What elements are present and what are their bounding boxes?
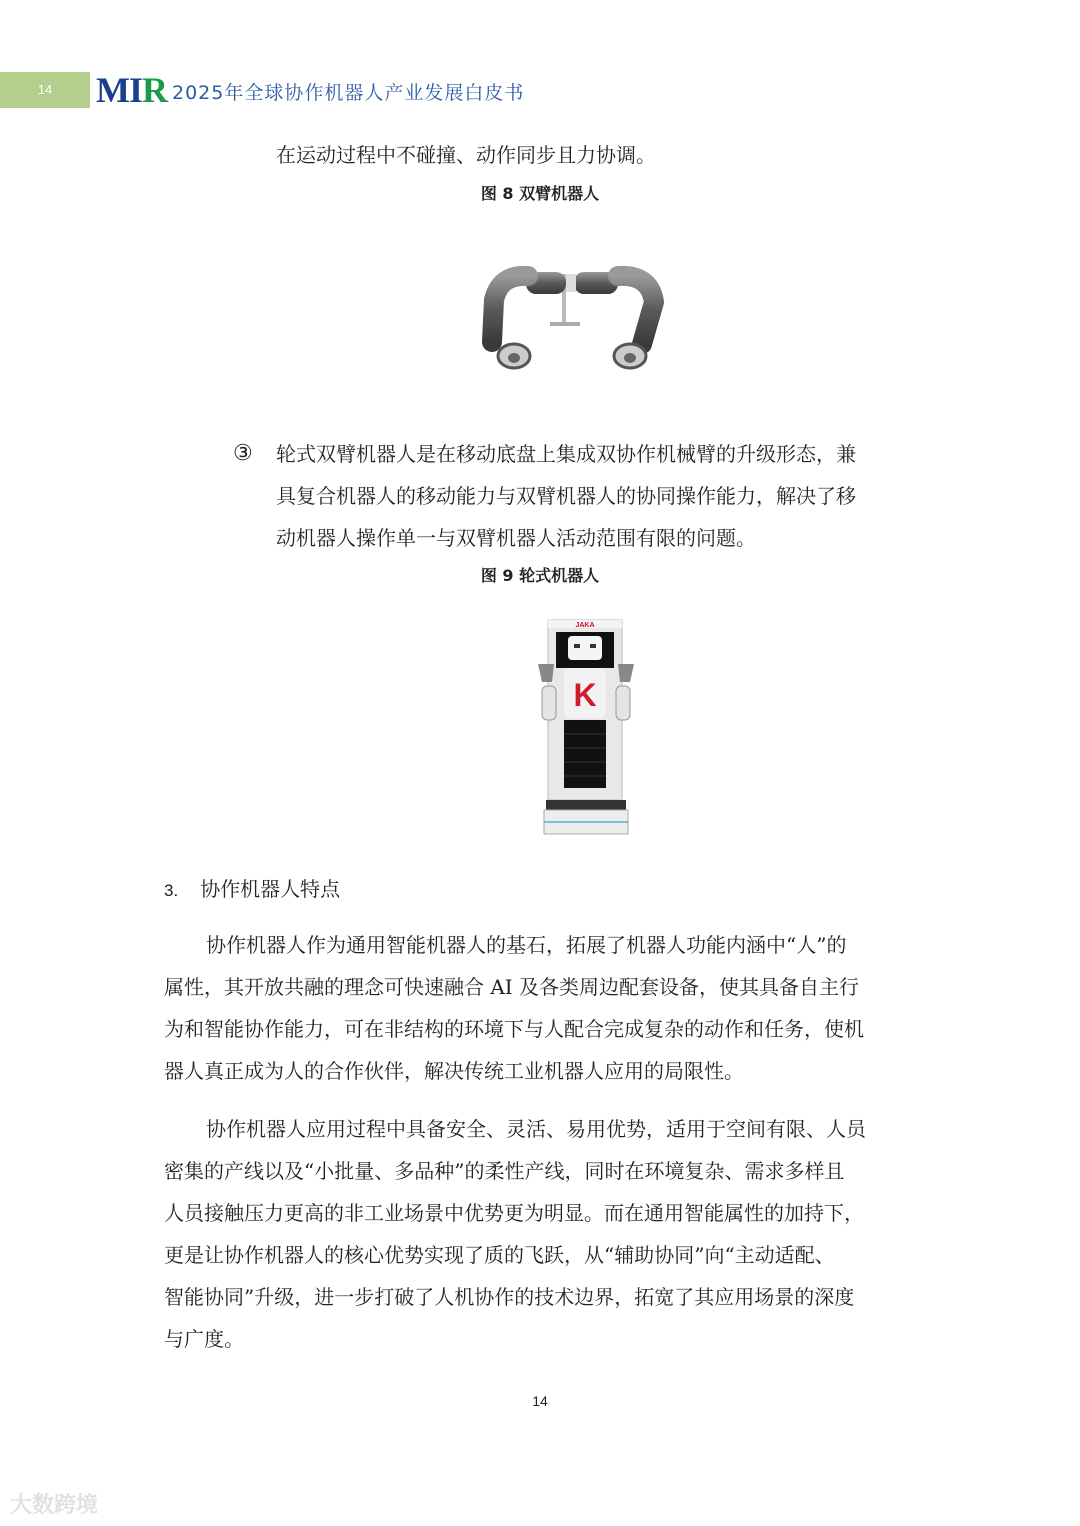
para1-line-1: 协作机器人作为通用智能机器人的基石，拓展了机器人功能内涵中“人”的 <box>206 933 847 957</box>
footer-page-number: 14 <box>532 1393 548 1409</box>
section-number: 3. <box>164 881 179 900</box>
para1-line-3: 为和智能协作能力，可在非结构的环境下与人配合完成复杂的动作和任务，使机 <box>164 1017 864 1041</box>
para1-line-2: 属性，其开放共融的理念可快速融合 AI 及各类周边配套设备，使其具备自主行 <box>164 975 860 999</box>
section-title: 协作机器人特点 <box>200 877 341 901</box>
para1-line-4: 器人真正成为人的合作伙伴，解决传统工业机器人应用的局限性。 <box>164 1059 744 1083</box>
para2-line-2: 密集的产线以及“小批量、多品种”的柔性产线，同时在环境复杂、需求多样且 <box>164 1159 845 1183</box>
body-line-top: 在运动过程中不碰撞、动作同步且力协调。 <box>276 143 656 167</box>
robot-logo-mark: K <box>573 677 597 713</box>
dual-arm-robot-figure <box>480 260 670 380</box>
item3-line-2: 具复合机器人的移动能力与双臂机器人的协同操作能力，解决了移 <box>276 484 856 508</box>
header-page-number: 14 <box>37 82 53 97</box>
para2-line-3: 人员接触压力更高的非工业场景中优势更为明显。而在通用智能属性的加持下， <box>164 1201 864 1225</box>
wheeled-robot-figure <box>528 616 644 840</box>
watermark: 大数跨境 <box>10 1493 99 1518</box>
robot-brand-label: JAKA <box>575 622 595 629</box>
item3-line-3: 动机器人操作单一与双臂机器人活动范围有限的问题。 <box>276 526 756 550</box>
para2-line-5: 智能协同”升级，进一步打破了人机协作的技术边界，拓宽了其应用场景的深度 <box>164 1285 855 1309</box>
list-marker-3: ③ <box>233 441 253 466</box>
section-heading <box>164 868 340 912</box>
header-title: 2025年全球协作机器人产业发展白皮书 <box>172 82 525 104</box>
figure8-caption: 图 8 双臂机器人 <box>480 184 600 203</box>
item3-line-1: 轮式双臂机器人是在移动底盘上集成双协作机械臂的升级形态，兼 <box>276 442 856 466</box>
para2-line-6: 与广度。 <box>164 1327 244 1351</box>
figure9-caption: 图 9 轮式机器人 <box>480 566 600 585</box>
para2-line-1: 协作机器人应用过程中具备安全、灵活、易用优势，适用于空间有限、人员 <box>206 1117 866 1141</box>
para2-line-4: 更是让协作机器人的核心优势实现了质的飞跃，从“辅助协同”向“主动适配、 <box>164 1243 835 1267</box>
mir-logo: MIR <box>96 70 167 110</box>
